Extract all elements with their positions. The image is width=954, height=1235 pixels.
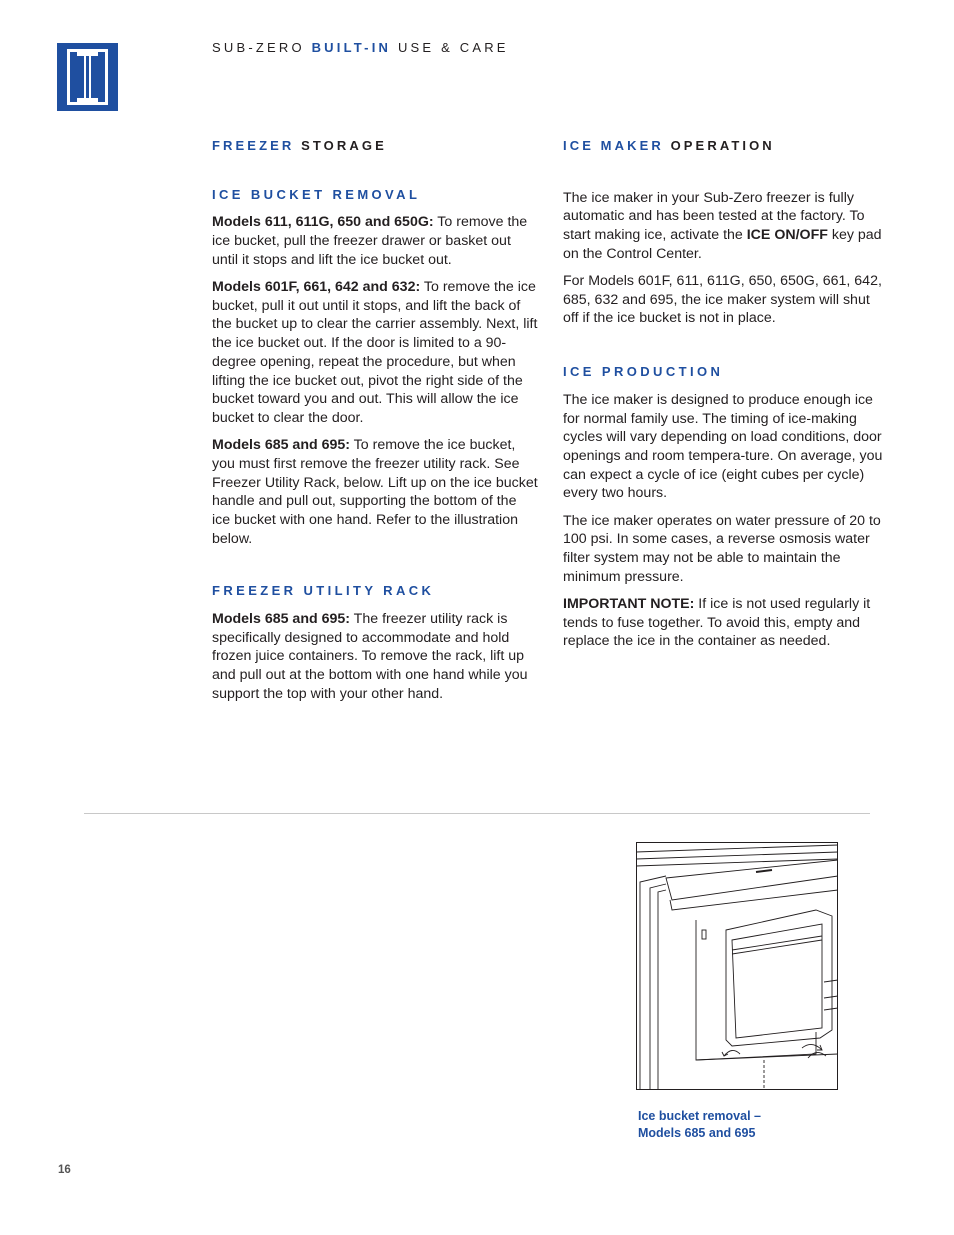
left-column bbox=[212, 137, 538, 712]
paragraph-text: key pad on the Control Center. bbox=[563, 227, 882, 262]
paragraph-ice-maker-intro bbox=[563, 189, 887, 264]
paragraph-water-pressure: The ice maker operates on water pressure of 20 to 100 psi. In some cases, a reverse osmosis water filter system may not be able to maintain the minimum pressure. bbox=[563, 512, 881, 585]
models-label: Models 685 and 695: bbox=[212, 437, 350, 454]
paragraph-ice-maker-models: For Models 601F, 611, 611G, 650, 650G, 661, 642, 685, 632 and 695, the ice maker system will shut off if the ice bucket is not in place. bbox=[563, 273, 882, 327]
section-heading-accent: FREEZER bbox=[212, 138, 295, 153]
models-label: Models 685 and 695: bbox=[212, 611, 350, 628]
section-heading-accent: ICE MAKER bbox=[563, 138, 664, 153]
paragraph-text: To remove the ice bucket, you must first remove the freezer utility rack. See Freezer Utility Rack, below. Lift up on the ice bucket handle and pull out, supporting the bottom of the ice bucket with one hand. Refer to the illustration below. bbox=[212, 437, 538, 547]
header-brand-suffix: USE & CARE bbox=[397, 40, 509, 55]
subheading-ice-bucket-removal: ICE BUCKET REMOVAL bbox=[212, 186, 421, 202]
paragraph-models-685 bbox=[212, 436, 538, 548]
sub-zero-logo bbox=[57, 43, 118, 111]
section-heading-rest: OPERATION bbox=[670, 138, 775, 153]
header-brand-prefix: SUB-ZERO bbox=[212, 40, 305, 55]
paragraph-text: To remove the ice bucket, pull it out until it stops, and lift the back of the bucket up to clear the carrier assembly. Next, lift the ice bucket out. If the door is limited to a 90-degree opening, repeat the procedure, but when lifting the ice bucket out, pivot the right side of the bucket toward you and out. This will allow the ice bucket to clear the door. bbox=[212, 279, 538, 426]
paragraph-models-611 bbox=[212, 213, 538, 269]
paragraph-models-601f bbox=[212, 278, 538, 428]
running-header bbox=[212, 40, 509, 55]
figure-caption-line: Ice bucket removal – bbox=[638, 1109, 761, 1123]
paragraph-utility-rack bbox=[212, 610, 538, 704]
paragraph-text: If ice is not used regularly it tends to fuse together. To avoid this, empty and replace the ice in the container as needed. bbox=[563, 595, 871, 650]
header-brand-accent: BUILT-IN bbox=[311, 40, 392, 55]
paragraph-text: The freezer utility rack is specifically designed to accommodate and hold frozen juice containers. To remove the rack, lift up and pull out at the bottom with one hand while you support the top with your other hand. bbox=[212, 611, 528, 702]
section-heading-rest: STORAGE bbox=[301, 138, 387, 153]
subheading-freezer-utility-rack: FREEZER UTILITY RACK bbox=[212, 583, 435, 599]
paragraph-ice-production: The ice maker is designed to produce enough ice for normal family use. The timing of ice-making cycles will vary depending on load conditions, door openings and room tempera-ture. On average, you can expect a cycle of ice (eight cubes per cycle) every two hours. bbox=[563, 391, 883, 502]
figure-caption-line: Models 685 and 695 bbox=[638, 1125, 756, 1140]
ice-on-off-label: ICE ON/OFF bbox=[746, 227, 828, 244]
models-label: Models 601F, 661, 642 and 632: bbox=[212, 279, 421, 296]
section-divider bbox=[84, 813, 870, 814]
models-label: Models 611, 611G, 650 and 650G: bbox=[212, 214, 434, 231]
page-number: 16 bbox=[58, 1164, 71, 1176]
ice-bucket-removal-illustration bbox=[636, 842, 838, 1090]
section-heading-ice-maker-operation bbox=[563, 137, 887, 156]
subheading-ice-production: ICE PRODUCTION bbox=[563, 364, 724, 380]
right-column bbox=[563, 137, 887, 659]
paragraph-text: To remove the ice bucket, pull the freezer drawer or basket out until it stops and lift the ice bucket out. bbox=[212, 214, 528, 268]
paragraph-text: The ice maker in your Sub-Zero freezer is fully automatic and has been tested at the factory. To start making ice, activate the bbox=[563, 189, 865, 244]
paragraph-important-note bbox=[563, 595, 887, 651]
figure-caption bbox=[638, 1108, 761, 1141]
important-note-label: IMPORTANT NOTE: bbox=[563, 595, 695, 612]
section-heading-freezer-storage bbox=[212, 137, 538, 156]
